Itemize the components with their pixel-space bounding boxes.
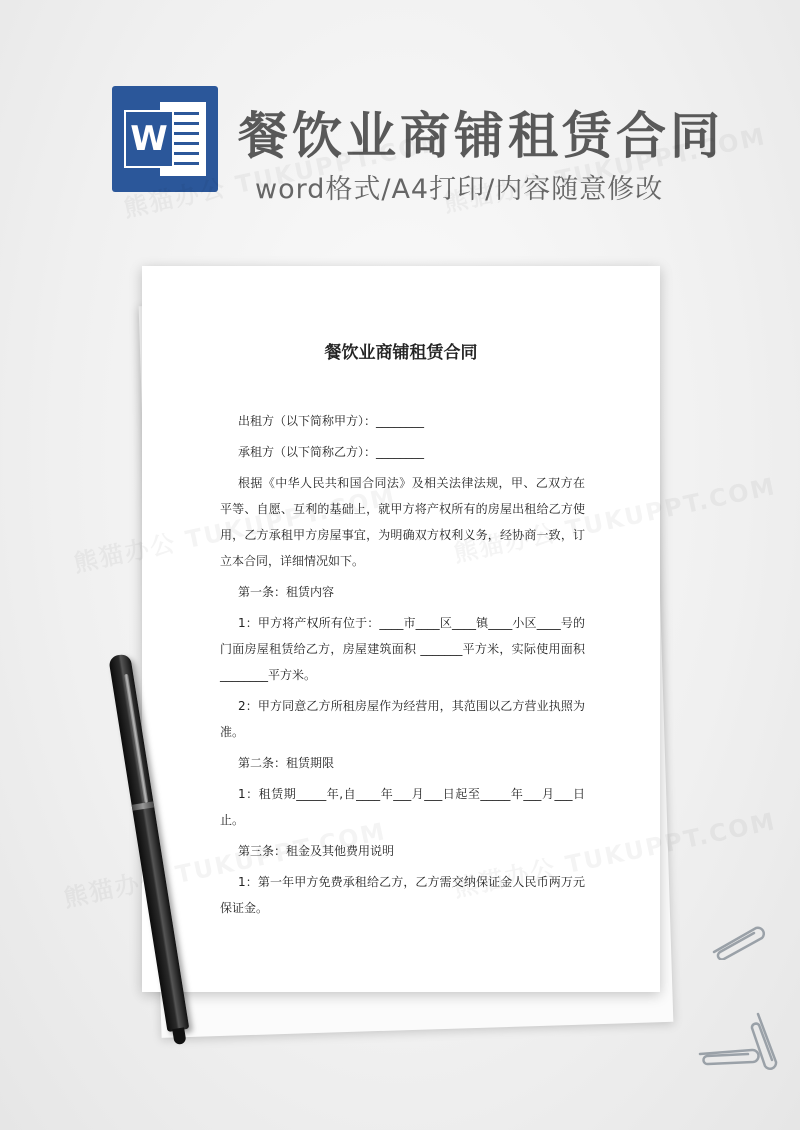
paragraph: 第一条：租赁内容 — [238, 585, 335, 599]
header — [0, 0, 800, 230]
paragraph: 第二条：租赁期限 — [238, 756, 335, 770]
paperclip-icon — [706, 920, 768, 960]
pen-band — [132, 801, 155, 810]
word-letter: W — [124, 110, 174, 168]
pen-tip — [172, 1027, 186, 1045]
paragraph: 根据《中华人民共和国合同法》及相关法律法规，甲、乙双方在平等、自愿、互利的基础上，就甲方将产权所有的房屋出租给乙方使用，乙方承租甲方房屋事宜，为明确双方权利义务，经协商一致，订立本合同，详细情况如下。 — [220, 476, 585, 568]
paragraph: 第三条：租金及其他费用说明 — [238, 844, 395, 858]
paragraph: 1：租赁期_____年,自____年___月___日起至_____年___月___日止。 — [220, 787, 585, 827]
paragraph: 出租方（以下简称甲方）：________ — [238, 414, 425, 428]
paragraph: 1：第一年甲方免费承租给乙方，乙方需交纳保证金人民币两万元保证金。 — [220, 875, 585, 915]
subtitle: word格式/A4打印/内容随意修改 — [255, 174, 664, 205]
paragraph: 1：甲方将产权所有位于：____市____区____镇____小区____号的门面房屋租赁给乙方，房屋建筑面积 _______平方米，实际使用面积________平方米。 — [220, 616, 585, 682]
paragraph: 承租方（以下简称乙方）：________ — [238, 445, 425, 459]
document-page — [142, 266, 660, 992]
paragraph: 2：甲方同意乙方所租房屋作为经营用，其范围以乙方营业执照为准。 — [220, 699, 585, 739]
document-title: 餐饮业商铺租赁合同 — [324, 343, 478, 363]
paperclip-icon — [748, 1010, 782, 1074]
main-title: 餐饮业商铺租赁合同 — [238, 107, 724, 165]
